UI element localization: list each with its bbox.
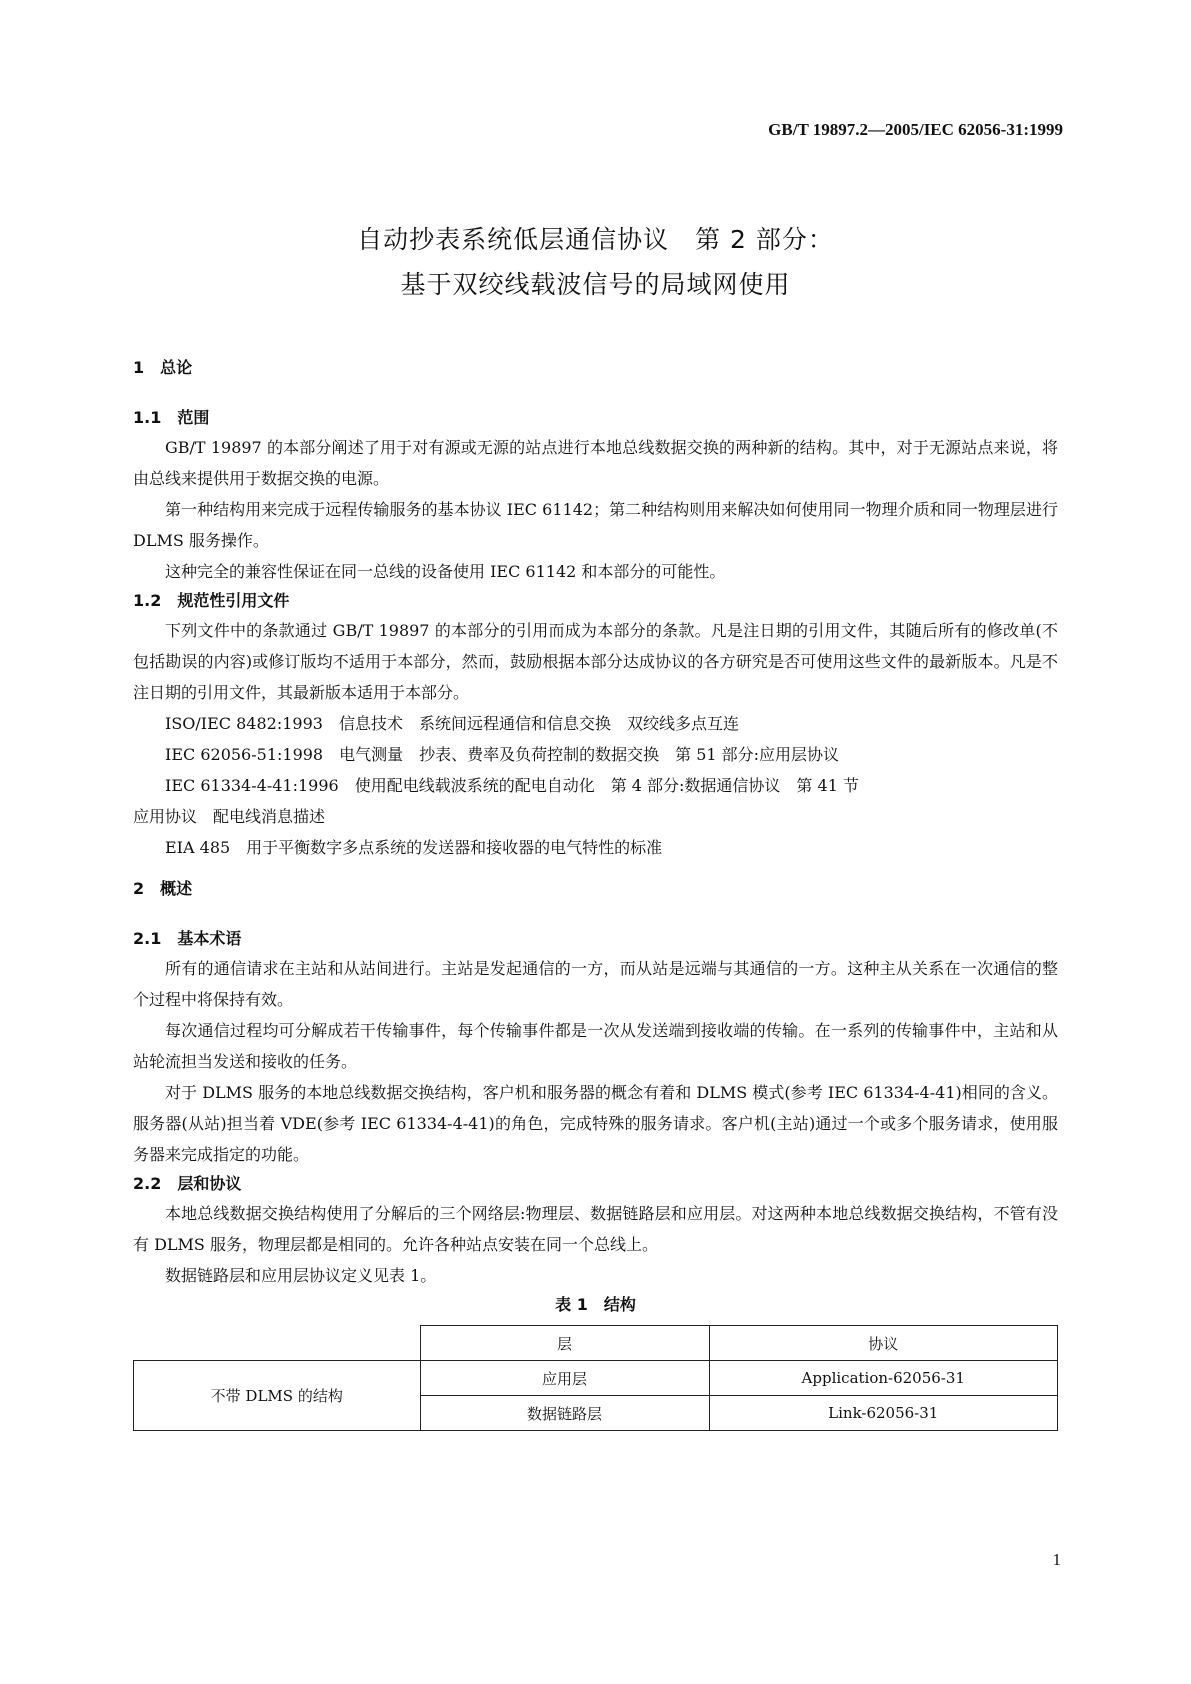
standard-code: GB/T 19897.2—2005/IEC 62056-31:1999	[768, 120, 1063, 139]
table-cell: Link-62056-31	[709, 1396, 1058, 1431]
section-heading-2-1: 2.1 基本术语	[133, 929, 242, 948]
structure-table	[133, 1325, 1058, 1431]
table-header-cell: 层	[420, 1326, 709, 1361]
document-body	[133, 356, 1058, 1431]
document-title-line1: 自动抄表系统低层通信协议 第 2 部分：	[357, 225, 834, 254]
table-caption: 表 1 结构	[555, 1295, 636, 1314]
section-heading-1: 1 总论	[133, 358, 193, 377]
paragraph: 下列文件中的条款通过 GB/T 19897 的本部分的引用而成为本部分的条款。凡是注日期的引用文件，其随后所有的修改单(不包括勘误的内容)或修订版均不适用于本部分，然而，鼓励根据本部分达成协议的各方研究是否可使用这些文件的最新版本。凡是不注日期的引用文件，其最新版本适用于本部分。	[133, 621, 1058, 702]
reference-item: EIA 485 用于平衡数字多点系统的发送器和接收器的电气特性的标准	[165, 838, 663, 857]
table-group-cell: 不带 DLMS 的结构	[134, 1361, 421, 1431]
reference-item: IEC 62056-51:1998 电气测量 抄表、费率及负荷控制的数据交换 第 51 部分:应用层协议	[165, 745, 840, 764]
table-row	[134, 1361, 1058, 1396]
paragraph: 所有的通信请求在主站和从站间进行。主站是发起通信的一方，而从站是远端与其通信的一方。这种主从关系在一次通信的整个过程中将保持有效。	[133, 959, 1058, 1009]
paragraph: 数据链路层和应用层协议定义见表 1。	[165, 1266, 437, 1285]
page-number: 1	[1052, 1550, 1061, 1569]
section-heading-1-1: 1.1 范围	[133, 408, 210, 427]
reference-item-continued: 应用协议 配电线消息描述	[133, 807, 326, 826]
paragraph: GB/T 19897 的本部分阐述了用于对有源或无源的站点进行本地总线数据交换的两种新的结构。其中，对于无源站点来说，将由总线来提供用于数据交换的电源。	[133, 438, 1058, 488]
table-corner-cell	[134, 1326, 421, 1361]
paragraph: 每次通信过程均可分解成若干传输事件，每个传输事件都是一次从发送端到接收端的传输。在一系列的传输事件中，主站和从站轮流担当发送和接收的任务。	[133, 1021, 1058, 1071]
table-header-cell: 协议	[709, 1326, 1058, 1361]
document-title-line2: 基于双绞线载波信号的局域网使用	[400, 270, 791, 299]
paragraph: 本地总线数据交换结构使用了分解后的三个网络层:物理层、数据链路层和应用层。对这两种本地总线数据交换结构，不管有没有 DLMS 服务，物理层都是相同的。允许各种站点安装在同一个总线上。	[133, 1204, 1058, 1254]
table-cell: Application-62056-31	[709, 1361, 1058, 1396]
reference-item: ISO/IEC 8482:1993 信息技术 系统间远程通信和信息交换 双绞线多点互连	[165, 714, 739, 733]
reference-item: IEC 61334-4-41:1996 使用配电线载波系统的配电自动化 第 4 部分:数据通信协议 第 41 节	[165, 776, 859, 795]
table-header-row	[134, 1326, 1058, 1361]
section-heading-2-2: 2.2 层和协议	[133, 1174, 242, 1193]
table-cell: 数据链路层	[420, 1396, 709, 1431]
paragraph: 对于 DLMS 服务的本地总线数据交换结构，客户机和服务器的概念有着和 DLMS 模式(参考 IEC 61334-4-41)相同的含义。服务器(从站)担当着 VDE(参考 IEC 61334-4-41)的角色，完成特殊的服务请求。客户机(主站)通过一个或多个服务请求，使用服务器来完成指定的功能。	[133, 1083, 1058, 1164]
section-heading-1-2: 1.2 规范性引用文件	[133, 591, 290, 610]
paragraph: 第一种结构用来完成于远程传输服务的基本协议 IEC 61142；第二种结构则用来解决如何使用同一物理介质和同一物理层进行 DLMS 服务操作。	[133, 500, 1058, 550]
section-heading-2: 2 概述	[133, 879, 193, 898]
paragraph: 这种完全的兼容性保证在同一总线的设备使用 IEC 61142 和本部分的可能性。	[165, 562, 726, 581]
table-cell: 应用层	[420, 1361, 709, 1396]
